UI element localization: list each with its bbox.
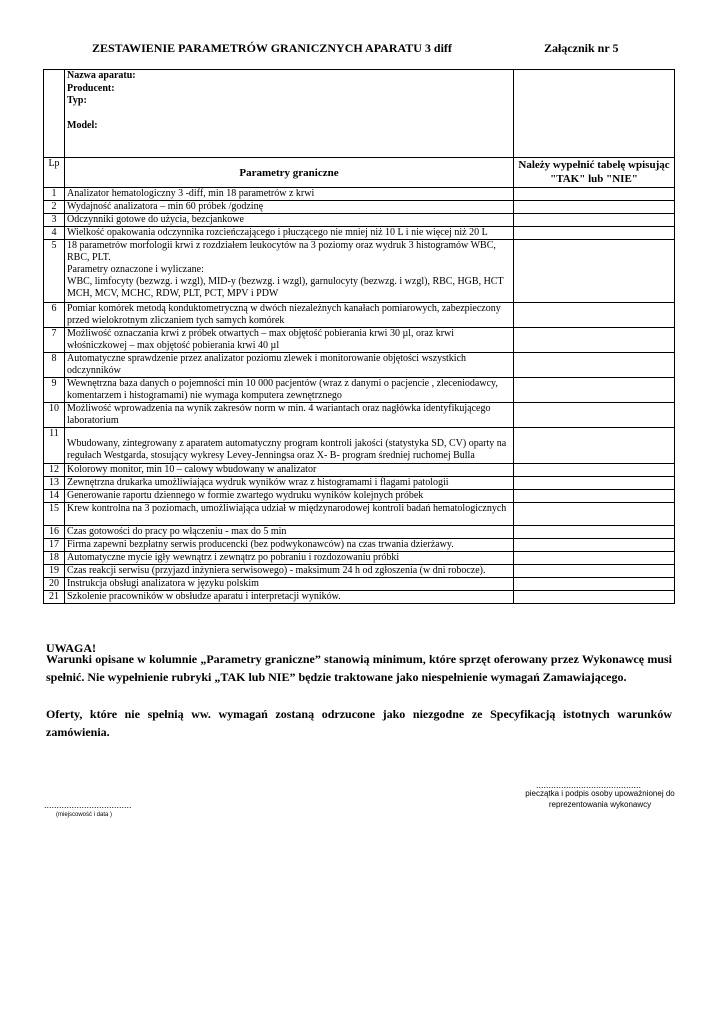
row-parameter: Generowanie raportu dziennego w formie zwartego wydruku wyników kolejnych próbek: [65, 490, 514, 503]
table-row: [44, 464, 675, 477]
answer-header: Należy wypełnić tabelę wpisując "TAK" lub "NIE": [514, 158, 675, 188]
table-row: [44, 477, 675, 490]
row-answer-cell[interactable]: [514, 565, 675, 578]
row-parameter: Automatyczne sprawdzenie przez analizator poziomu zlewek i monitorowanie objętości wszystkich odczynników: [65, 353, 514, 378]
row-parameter: Firma zapewni bezpłatny serwis producencki (bez podwykonawców) na czas trwania dzierżawy.: [65, 539, 514, 552]
table-row: [44, 565, 675, 578]
place-date-caption: (miejscowość i data ): [56, 812, 113, 818]
table-row: [44, 328, 675, 353]
row-parameter: Możliwość oznaczania krwi z próbek otwartych – max objętość pobierania krwi 30 µl, oraz krwi włośniczkowej – max objętość pobierania krwi 40 µl: [65, 328, 514, 353]
row-parameter: Wydajność analizatora – min 60 próbek /godzinę: [65, 201, 514, 214]
row-lp: 6: [44, 303, 65, 328]
row-lp: 16: [44, 526, 65, 539]
row-lp: 11: [44, 428, 65, 464]
device-type-label: Typ:: [67, 95, 87, 106]
row-lp: 14: [44, 490, 65, 503]
table-row: [44, 428, 675, 464]
row-answer-cell[interactable]: [514, 303, 675, 328]
lp-header: Lp: [44, 158, 65, 188]
table-row: [44, 539, 675, 552]
signature-line: ..........................................: [536, 780, 642, 790]
row-parameter: Zewnętrzna drukarka umożliwiająca wydruk wyników wraz z histogramami i flagami patologii: [65, 477, 514, 490]
page-title: ZESTAWIENIE PARAMETRÓW GRANICZNYCH APARATU 3 diff: [92, 41, 452, 55]
device-info-lp-cell: [44, 70, 65, 158]
row-lp: 15: [44, 503, 65, 526]
table-row: [44, 378, 675, 403]
row-parameter: Instrukcja obsługi analizatora w języku polskim: [65, 578, 514, 591]
row-answer-cell[interactable]: [514, 477, 675, 490]
row-answer-cell[interactable]: [514, 214, 675, 227]
row-answer-cell[interactable]: [514, 188, 675, 201]
device-info-row: [44, 70, 675, 158]
annex-label: Załącznik nr 5: [544, 41, 619, 55]
row-answer-cell[interactable]: [514, 428, 675, 464]
warning-text-rejection: Oferty, które nie spełnią ww. wymagań zostaną odrzucone jako niezgodne ze Specyfikacją istotnych warunków zamówienia.: [46, 707, 672, 739]
row-parameter: Wielkość opakowania odczynnika rozcieńczającego i płuczącego nie mniej niż 10 L i nie więcej niż 20 L: [65, 227, 514, 240]
row-lp: 21: [44, 591, 65, 604]
table-row: [44, 578, 675, 591]
table-row: [44, 201, 675, 214]
row-answer-cell[interactable]: [514, 539, 675, 552]
device-info-cell: [65, 70, 514, 158]
row-answer-cell[interactable]: [514, 328, 675, 353]
table-row: [44, 403, 675, 428]
row-parameter: Możliwość wprowadzenia na wynik zakresów norm w min. 4 wariantach oraz nagłówka identyfikującego laboratorium: [65, 403, 514, 428]
table-row: [44, 490, 675, 503]
row-lp: 1: [44, 188, 65, 201]
row-answer-cell[interactable]: [514, 490, 675, 503]
row-parameter: Pomiar komórek metodą konduktometryczną w dwóch niezależnych kanałach pomiarowych, zabezpieczony przed wielokrotnym zliczaniem tych samych komórek: [65, 303, 514, 328]
row-answer-cell[interactable]: [514, 378, 675, 403]
row-parameter: Automatyczne mycie igły wewnątrz i zewnątrz po pobraniu i rozdozowaniu próbki: [65, 552, 514, 565]
row-lp: 18: [44, 552, 65, 565]
params-header: Parametry graniczne: [65, 158, 514, 188]
row-parameter: Odczynniki gotowe do użycia, bezcjankowe: [65, 214, 514, 227]
row-lp: 13: [44, 477, 65, 490]
row-answer-cell[interactable]: [514, 353, 675, 378]
row-answer-cell[interactable]: [514, 526, 675, 539]
table-row: [44, 227, 675, 240]
row-answer-cell[interactable]: [514, 240, 675, 303]
row-parameter: Analizator hematologiczny 3 -diff, min 18 parametrów z krwi: [65, 188, 514, 201]
row-parameter: Krew kontrolna na 3 poziomach, umożliwiająca udział w międzynarodowej kontroli badań hematologicznych: [65, 503, 514, 526]
table-row: [44, 503, 675, 526]
row-lp: 12: [44, 464, 65, 477]
row-parameter: Czas gotowości do pracy po włączeniu - max do 5 min: [65, 526, 514, 539]
table-row: [44, 240, 675, 303]
table-row: [44, 353, 675, 378]
warning-title: UWAGA!: [46, 641, 96, 655]
row-parameter: Szkolenie pracowników w obsłudze aparatu i interpretacji wyników.: [65, 591, 514, 604]
table-row: [44, 552, 675, 565]
device-model-label: Model:: [67, 119, 98, 131]
device-info-answer-cell[interactable]: [514, 70, 675, 158]
row-parameter: Wbudowany, zintegrowany z aparatem automatyczny program kontroli jakości (statystyka SD, CV) oparty na regułach Westgarda, stosujący wykresy Levey-Jenningsa oraz X- B- program średniej ruchomej Bulla: [65, 428, 514, 464]
row-lp: 9: [44, 378, 65, 403]
row-answer-cell[interactable]: [514, 503, 675, 526]
row-parameter: 18 parametrów morfologii krwi z rozdziałem leukocytów na 3 poziomy oraz wydruk 3 histogramów WBC, RBC, PLT. Parametry oznaczone i wyliczane: WBC, limfocyty (bezwzg. i wzgl), MID-y (bezwzg. i wzgl), garnulocyty (bezwzg. i wzgl), RBC, HGB, HCT MCH, MCV, MCHC, RDW, PLT, PCT, MPV i PDW: [65, 240, 514, 303]
row-lp: 2: [44, 201, 65, 214]
row-lp: 10: [44, 403, 65, 428]
row-parameter: Wewnętrzna baza danych o pojemności min 10 000 pacjentów (wraz z danymi o pacjencie , zleceniodawcy, komentarzem i histogramami) nie wymaga komputera zewnętrznego: [65, 378, 514, 403]
row-lp: 20: [44, 578, 65, 591]
row-lp: 8: [44, 353, 65, 378]
device-producer-label: Producent:: [67, 82, 115, 94]
table-row: [44, 591, 675, 604]
device-name-label: Nazwa aparatu:: [67, 70, 136, 81]
row-answer-cell[interactable]: [514, 591, 675, 604]
row-lp: 19: [44, 565, 65, 578]
row-answer-cell[interactable]: [514, 464, 675, 477]
row-parameter: Kolorowy monitor, min 10 – calowy wbudowany w analizator: [65, 464, 514, 477]
signature-caption: pieczątka i podpis osoby upoważnionej do reprezentowania wykonawcy: [525, 789, 675, 809]
row-lp: 17: [44, 539, 65, 552]
row-parameter: Czas reakcji serwisu (przyjazd inżyniera serwisowego) - maksimum 24 h od zgłoszenia (w dni robocze).: [65, 565, 514, 578]
row-lp: 3: [44, 214, 65, 227]
parameters-table: [43, 69, 675, 604]
row-answer-cell[interactable]: [514, 201, 675, 214]
table-row: [44, 526, 675, 539]
table-row: [44, 303, 675, 328]
place-date-line: ...................................: [44, 800, 132, 810]
row-lp: 5: [44, 240, 65, 303]
table-row: [44, 188, 675, 201]
row-lp: 4: [44, 227, 65, 240]
table-row: [44, 214, 675, 227]
table-header-row: [44, 158, 675, 188]
row-answer-cell[interactable]: [514, 403, 675, 428]
row-lp: 7: [44, 328, 65, 353]
row-answer-cell[interactable]: [514, 578, 675, 591]
warning-text: Warunki opisane w kolumnie „Parametry graniczne” stanowią minimum, które sprzęt oferowany przez Wykonawcę musi spełnić. Nie wypełnienie rubryki „TAK lub NIE” będzie traktowane jako niespełnienie wymagań Zamawiającego.: [46, 652, 672, 684]
row-answer-cell[interactable]: [514, 552, 675, 565]
row-answer-cell[interactable]: [514, 227, 675, 240]
